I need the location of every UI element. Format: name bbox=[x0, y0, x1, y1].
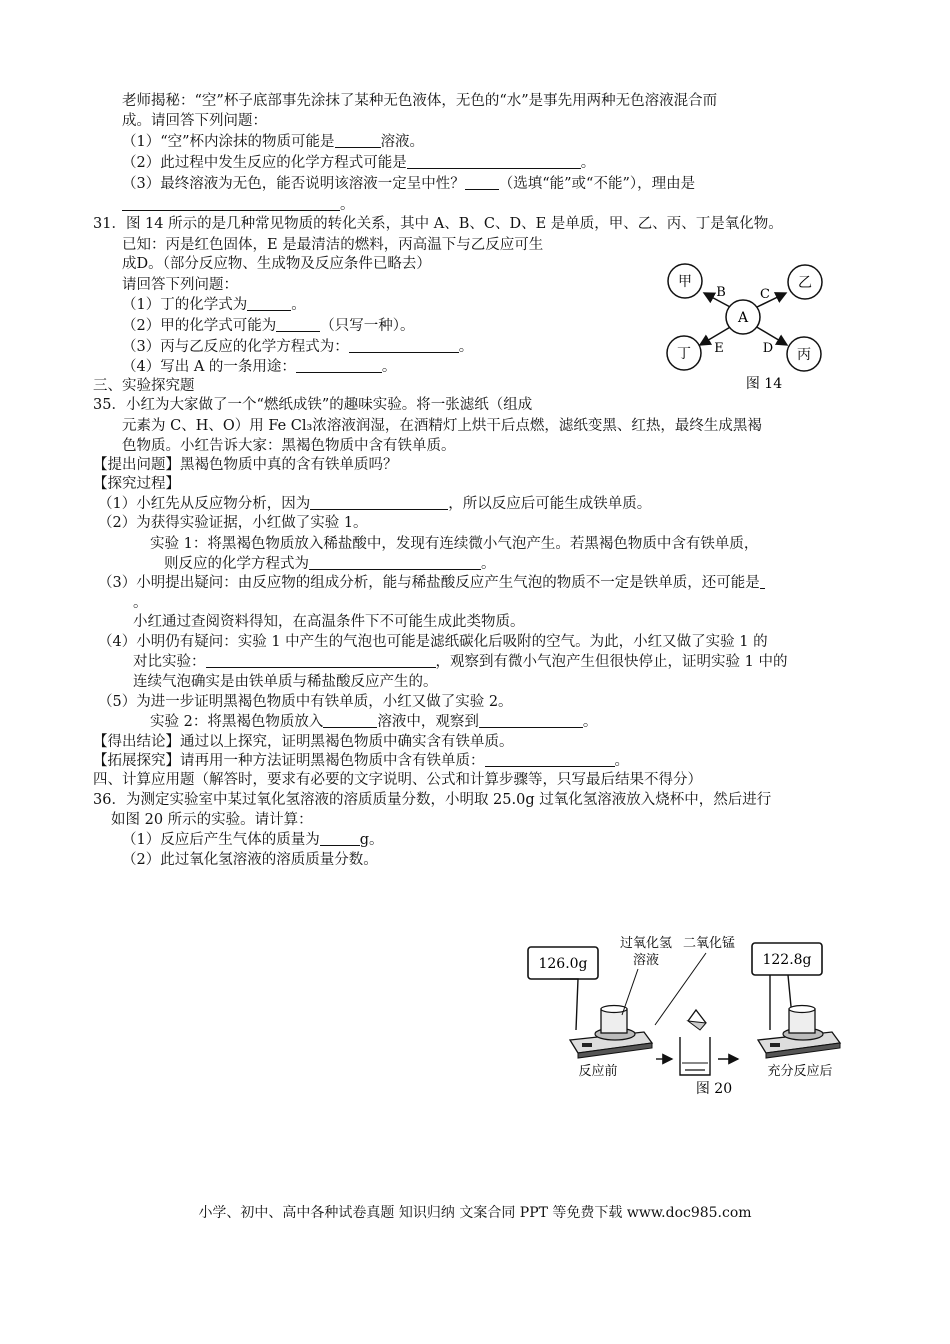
q35-sub5: （5）为进一步证明黑褐色物质中有铁单质，小红又做了实验 2。 bbox=[98, 694, 513, 710]
q30-sub2: （2）此过程中发生反应的化学方程式可能是 。 bbox=[122, 155, 596, 171]
q36-stem: 36．为测定实验室中某过氧化氢溶液的溶质质量分数，小明取 25.0g 过氧化氢溶液放入烧杯中，然后进行 bbox=[93, 792, 772, 808]
q30-sub3: （3）最终溶液为无色，能否说明该溶液一定呈中性？ （选填“能”或“不能”），理由是 bbox=[122, 176, 696, 192]
answer-blank[interactable] bbox=[247, 296, 291, 311]
answer-blank[interactable] bbox=[206, 653, 436, 668]
q30-line-1: 老师揭秘：“空”杯子底部事先涂抹了某种无色液体，无色的“水”是事先用两种无色溶液混合而 bbox=[122, 93, 718, 109]
reading-after: 122.8g bbox=[762, 952, 812, 968]
q35-sub1: （1）小红先从反应物分析，因为 ，所以反应后可能生成铁单质。 bbox=[98, 496, 652, 512]
label-after: 充分反应后 bbox=[767, 1064, 833, 1079]
q31-sub2: （2）甲的化学式可能为 （只写一种）。 bbox=[122, 318, 415, 334]
label-h2o2-1: 过氧化氢 bbox=[619, 936, 673, 951]
beaker-with-mno2 bbox=[680, 1010, 710, 1075]
q31-stem: 31．图 14 所示的是几种常见物质的转化关系，其中 A、B、C、D、E 是单质，甲、乙、丙、丁是氧化物。 bbox=[93, 216, 783, 232]
answer-blank[interactable] bbox=[122, 196, 340, 211]
q35-stem-2: 元素为 C、H、O）用 Fe Cl₃浓溶液润湿，在酒精灯上烘干后点燃，滤纸变黑、红热，最终生成黑褐 bbox=[122, 418, 762, 434]
q30-sub3-cont: 。 bbox=[122, 195, 355, 215]
q35-sub2: （2）为获得实验证据，小红做了实验 1。 bbox=[98, 515, 368, 531]
figure-20 bbox=[520, 935, 850, 1100]
q35-exp1-eq: 则反应的化学方程式为 。 bbox=[164, 556, 496, 572]
answer-blank[interactable] bbox=[323, 713, 377, 728]
q36-sub1: （1）反应后产生气体的质量为 g。 bbox=[122, 832, 384, 848]
edge-label-d: D bbox=[762, 341, 774, 356]
figure-14-caption: 图 14 bbox=[745, 376, 783, 392]
q30-sub1: （1）“空”杯内涂抹的物质可能是 溶液。 bbox=[122, 134, 425, 150]
q36-stem-2: 如图 20 所示的实验。请计算： bbox=[111, 812, 313, 828]
q35-stem-3: 色物质。小红告诉大家：黑褐色物质中含有铁单质。 bbox=[122, 438, 456, 454]
answer-blank[interactable] bbox=[479, 713, 583, 728]
section-3-heading: 三、实验探究题 bbox=[93, 378, 195, 394]
answer-blank[interactable] bbox=[310, 495, 448, 510]
label-mno2: 二氧化锰 bbox=[682, 936, 736, 951]
answer-blank[interactable] bbox=[407, 154, 581, 169]
balance-before bbox=[570, 1006, 652, 1059]
node-a-label: A bbox=[737, 310, 749, 326]
q35-extension: 【拓展探究】请再用一种方法证明黑褐色物质中含有铁单质： 。 bbox=[93, 753, 629, 769]
edge-label-b: B bbox=[716, 285, 726, 300]
q35-sub4: （4）小明仍有疑问：实验 1 中产生的气泡也可能是滤纸碳化后吸附的空气。为此，小红又做了实验 1 的 bbox=[98, 634, 768, 650]
q35-sub3-end: 。 bbox=[133, 595, 148, 611]
q31-note: 成D。（部分反应物、生成物及反应条件已略去） bbox=[122, 256, 431, 272]
label-before: 反应前 bbox=[578, 1064, 618, 1079]
reading-before: 126.0g bbox=[538, 956, 588, 972]
figure-14 bbox=[660, 262, 830, 392]
q35-exp2: 实验 2：将黑褐色物质放入 溶液中，观察到 。 bbox=[150, 714, 598, 730]
node-ding-label: 丁 bbox=[677, 346, 691, 362]
node-bing-label: 丙 bbox=[797, 347, 811, 363]
q35-sub3: （3）小明提出疑问：由反应物的组成分析，能与稀盐酸反应产生气泡的物质不一定是铁单质，还可能是 bbox=[98, 573, 765, 593]
q36-sub2: （2）此过氧化氢溶液的溶质质量分数。 bbox=[122, 852, 378, 868]
q31-sub1: （1）丁的化学式为 。 bbox=[122, 297, 306, 313]
q35-sub4-cont-2: 连续气泡确实是由铁单质与稀盐酸反应产生的。 bbox=[133, 674, 438, 690]
q35-sub4-cont: 对比实验： ，观察到有微小气泡产生但很快停止，证明实验 1 中的 bbox=[133, 654, 788, 670]
q31-prompt: 请回答下列问题： bbox=[122, 277, 238, 293]
q35-sub3-note: 小红通过查阅资料得知，在高温条件下不可能生成此类物质。 bbox=[133, 614, 525, 630]
q35-exp1: 实验 1：将黑褐色物质放入稀盐酸中，发现有连续微小气泡产生。若黑褐色物质中含有铁单质， bbox=[150, 536, 759, 552]
answer-blank[interactable] bbox=[335, 133, 381, 148]
answer-blank[interactable] bbox=[760, 574, 765, 589]
page-footer: 小学、初中、高中各种试卷真题 知识归纳 文案合同 PPT 等免费下载 www.doc985.com bbox=[198, 1205, 752, 1221]
q35-process-heading: 【探究过程】 bbox=[93, 476, 180, 492]
edge-label-c: C bbox=[760, 287, 770, 302]
answer-blank[interactable] bbox=[309, 555, 481, 570]
q31-sub3: （3）丙与乙反应的化学方程式为： 。 bbox=[122, 339, 474, 355]
q31-known: 已知：丙是红色固体，E 是最清洁的燃料，丙高温下与乙反应可生 bbox=[122, 237, 544, 253]
q35-question: 【提出问题】黑褐色物质中真的含有铁单质吗？ bbox=[93, 457, 398, 473]
answer-blank[interactable] bbox=[465, 175, 499, 190]
answer-blank[interactable] bbox=[349, 338, 459, 353]
q31-sub4: （4）写出 A 的一条用途： 。 bbox=[122, 359, 397, 375]
edge-label-e: E bbox=[714, 341, 724, 356]
answer-blank[interactable] bbox=[485, 752, 615, 767]
answer-blank[interactable] bbox=[320, 831, 360, 846]
q35-conclusion: 【得出结论】通过以上探究，证明黑褐色物质中确实含有铁单质。 bbox=[93, 734, 514, 750]
q35-stem: 35．小红为大家做了一个“燃纸成铁”的趣味实验。将一张滤纸（组成 bbox=[93, 397, 533, 413]
figure-20-caption: 图 20 bbox=[695, 1081, 733, 1097]
q30-line-2: 成。请回答下列问题： bbox=[122, 113, 267, 129]
section-4-heading: 四、计算应用题（解答时，要求有必要的文字说明、公式和计算步骤等，只写最后结果不得分） bbox=[93, 772, 702, 788]
label-h2o2-2: 溶液 bbox=[632, 953, 660, 968]
node-jia-label: 甲 bbox=[678, 274, 692, 290]
answer-blank[interactable] bbox=[296, 358, 382, 373]
answer-blank[interactable] bbox=[276, 317, 320, 332]
node-yi-label: 乙 bbox=[798, 275, 812, 291]
